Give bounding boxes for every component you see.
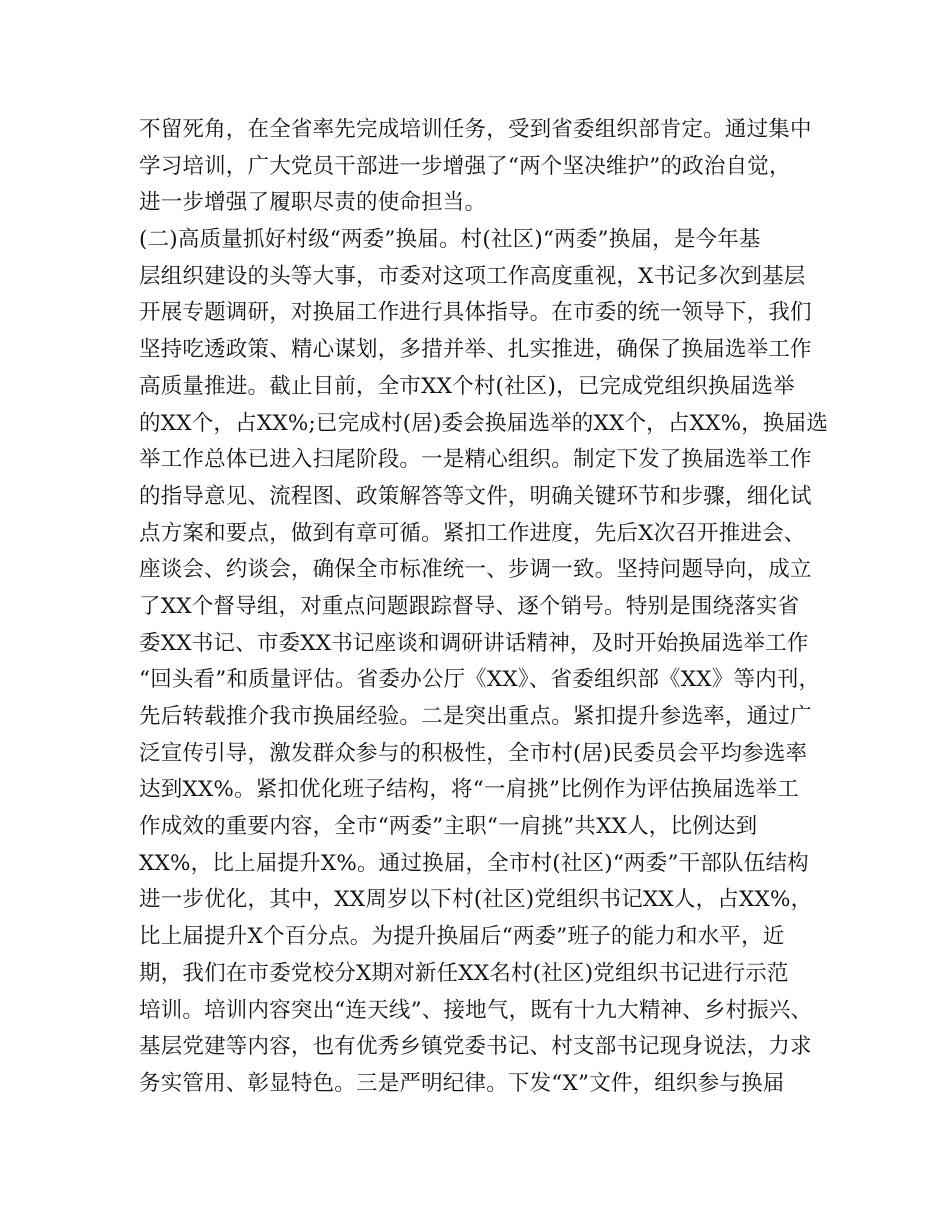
- text-line: 高质量推进。截止目前，全市XX个村(社区)，已完成党组织换届选举: [139, 373, 795, 399]
- text-line: 作成效的重要内容，全市“两委”主职“一肩挑”共XX人，比例达到: [139, 814, 758, 840]
- text-line: 的XX个，占XX%;已完成村(居)委会换届选举的XX个，占XX%，换届选: [139, 410, 829, 436]
- text-line: 务实管用、彰显特色。三是严明纪律。下发“X”文件，组织参与换届: [139, 1070, 785, 1096]
- section-heading-line: (二)高质量抓好村级“两委”换届。村(社区)“两委”换届，是今年基: [139, 227, 761, 253]
- text-line: XX%，比上届提升X%。通过换届，全市村(社区)“两委”干部队伍结构: [139, 850, 809, 876]
- text-line: “回头看”和质量评估。省委办公厅《XX》、省委组织部《XX》等内刊，: [139, 667, 821, 693]
- text-line: 举工作总体已进入扫尾阶段。一是精心组织。制定下发了换届选举工作: [139, 447, 812, 473]
- text-line: 了XX个督导组，对重点问题跟踪督导、逐个销号。特别是围绕落实省: [139, 593, 800, 619]
- text-line: 学习培训，广大党员干部进一步增强了“两个坚决维护”的政治自觉，: [139, 153, 791, 179]
- text-line: 先后转载推介我市换届经验。二是突出重点。紧扣提升参选率，通过广: [139, 704, 812, 729]
- text-line: 点方案和要点，做到有章可循。紧扣工作进度，先后X次召开推进会、: [139, 520, 806, 546]
- text-line: 泛宣传引导，激发群众参与的积极性，全市村(居)民委员会平均参选率: [139, 740, 808, 766]
- text-line: 期，我们在市委党校分X期对新任XX名村(社区)党组织书记进行示范: [139, 960, 789, 986]
- text-line: 进一步优化，其中，XX周岁以下村(社区)党组织书记XX人，占XX%，: [139, 887, 813, 913]
- text-line: 开展专题调研，对换届工作进行具体指导。在市委的统一领导下，我们: [139, 300, 812, 326]
- text-line: 比上届提升X个百分点。为提升换届后“两委”班子的能力和水平，近: [139, 924, 785, 950]
- text-line: 座谈会、约谈会，确保全市标准统一、步调一致。坚持问题导向，成立: [139, 557, 812, 583]
- text-line: 达到XX%。紧扣优化班子结构，将“一肩挑”比例作为评估换届选举工: [139, 777, 799, 803]
- text-line: 不留死角，在全省率先完成培训任务，受到省委组织部肯定。通过集中: [139, 117, 812, 142]
- body-text: [139, 112, 839, 1103]
- text-line: 的指导意见、流程图、政策解答等文件，明确关键环节和步骤，细化试: [139, 483, 812, 509]
- text-line: 委XX书记、市委XX书记座谈和调研讲话精神，及时开始换届选举工作: [139, 630, 809, 656]
- text-line: 坚持吃透政策、精心谋划，多措并举、扎实推进，确保了换届选举工作: [139, 337, 812, 363]
- text-line: 层组织建设的头等大事，市委对这项工作高度重视，X书记多次到基层: [139, 263, 806, 289]
- text-line: 培训。培训内容突出“连天线”、接地气，既有十九大精神、乡村振兴、: [139, 997, 813, 1023]
- text-line: 基层党建等内容，也有优秀乡镇党委书记、村支部书记现身说法，力求: [139, 1034, 812, 1060]
- text-line: 进一步增强了履职尽责的使命担当。: [139, 190, 487, 216]
